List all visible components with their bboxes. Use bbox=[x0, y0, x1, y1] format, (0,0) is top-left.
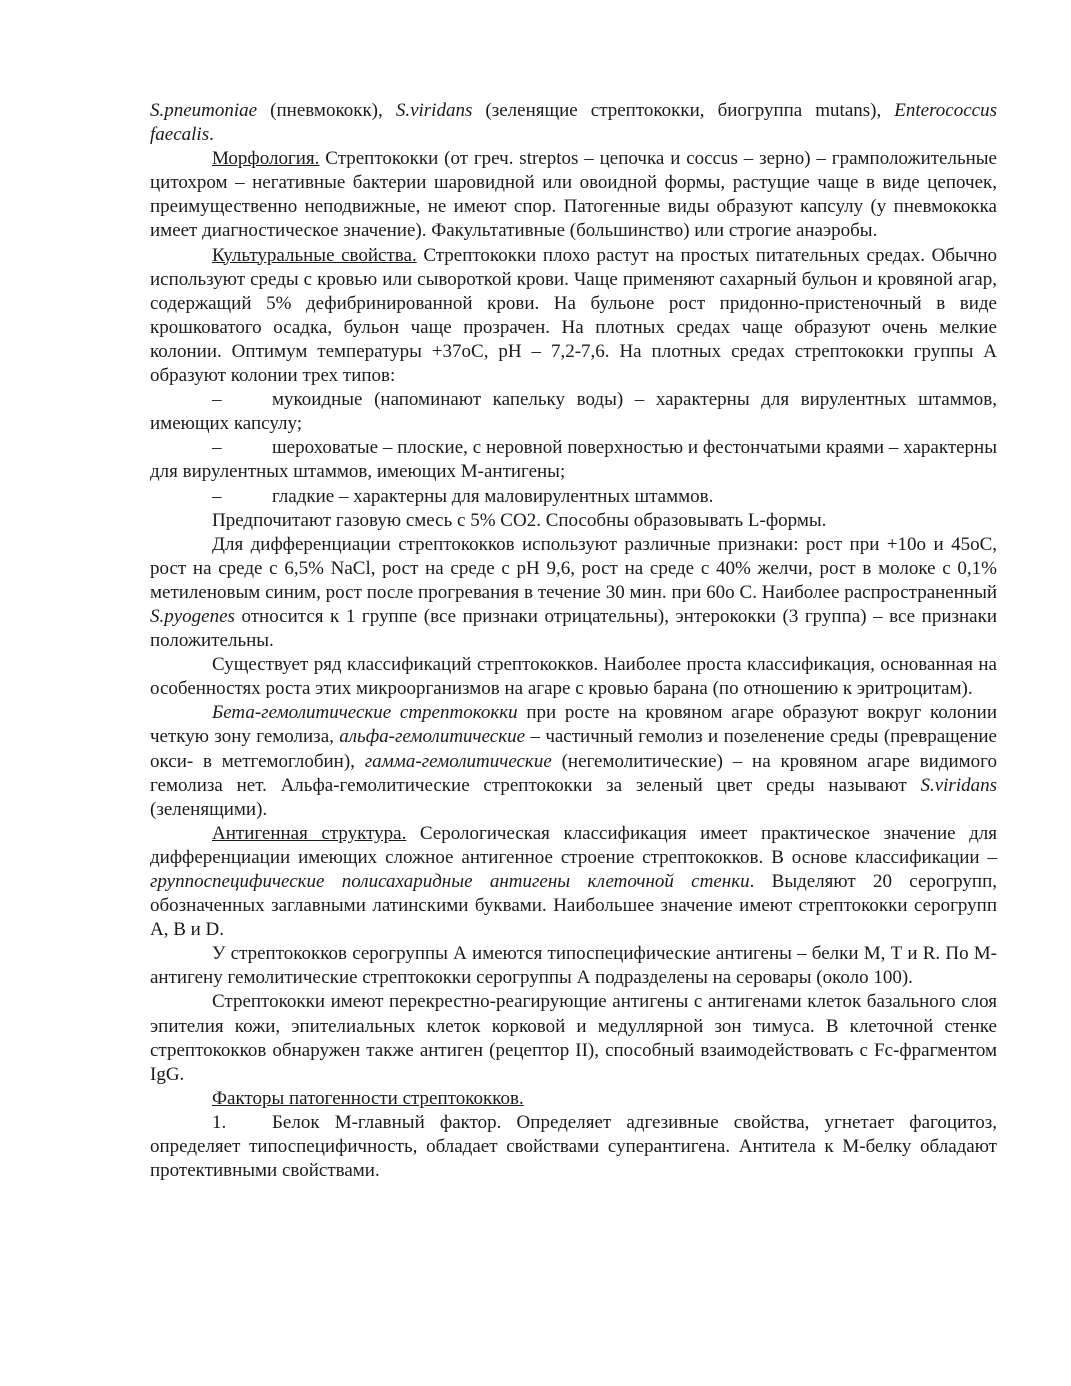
list-item-pathogenicity-factor bbox=[150, 1111, 997, 1183]
paragraph-pathogenicity-heading bbox=[150, 1087, 997, 1111]
text-run: Стрептококки (от греч. streptos – цепочка и coccus – зерно) – грамположительные цитохром – негативные бактерии шаровидной или овоидной формы, растущие чаще в виде цепочек, преимущественно неподвижные, не имеют спор. Патогенные виды образуют капсулу (у пневмококка имеет диагностическое значение). Факультативные (большинство) или строгие анаэробы. bbox=[150, 148, 997, 242]
list-marker: – bbox=[212, 485, 222, 507]
paragraph-antigenic-structure bbox=[150, 822, 997, 942]
list-item-colony-type bbox=[150, 388, 997, 436]
text-run: Серологическая классификация имеет практическое значение для дифференциации имеющих сложное антигенное строение стрептококков. В основе классификации – bbox=[150, 822, 997, 868]
section-heading-antigenic: Антигенная структура. bbox=[212, 822, 407, 844]
species-name: S.viridans bbox=[395, 100, 473, 121]
list-item-text: Белок М-главный фактор. Определяет адгезивные свойства, угнетает фагоцитоз, определяет типоспецифичность, обладает свойствами суперантигена. Антитела к М-белку обладают протективными свойствами. bbox=[150, 1111, 997, 1182]
section-heading-cultural: Культуральные свойства. bbox=[212, 244, 417, 266]
term: группоспецифические полисахаридные антигены клеточной стенки bbox=[150, 871, 750, 892]
text-run: . bbox=[209, 124, 214, 146]
paragraph-hemolysis bbox=[150, 701, 997, 821]
paragraph-gas-mixture: Предпочитают газовую смесь с 5% СО2. Способны образовывать L-формы. bbox=[212, 509, 827, 531]
term: Бета-гемолитические стрептококки bbox=[212, 702, 518, 724]
paragraph-morphology bbox=[150, 147, 997, 243]
text-run: . Выделяют 20 серогрупп, обозначенных заглавными латинскими буквами. Наибольшее значение имеют стрептококки серогрупп А, В и D. bbox=[150, 871, 998, 941]
paragraph-differentiation bbox=[150, 533, 997, 653]
paragraph-classification: Существует ряд классификаций стрептококков. Наиболее проста классификация, основанная на особенностях роста этих микроорганизмов на агаре с кровью барана (по отношению к эритроцитам). bbox=[150, 654, 997, 700]
paragraph-serogroup-a: У стрептококков серогруппы А имеются типоспецифические антигены – белки М, Т и R. По М-антигену гемолитические стрептококки серогруппы А подразделены на серовары (около 100). bbox=[150, 943, 997, 989]
species-name: S.pyogenes bbox=[150, 605, 235, 627]
text-run: относится к 1 группе (все признаки отрицательны), энтерококки (3 группа) – все признаки положительны. bbox=[150, 605, 997, 652]
list-item-colony-type bbox=[150, 436, 997, 484]
term: альфа-гемолитические bbox=[339, 726, 526, 748]
paragraph-species bbox=[150, 99, 997, 147]
species-name: Enterococcus faecalis bbox=[150, 100, 997, 146]
paragraph-cross-reactive: Стрептококки имеют перекрестно-реагирующие антигены с антигенами клеток базального слоя эпителия кожи, эпителиальных клеток корковой и медуллярной зон тимуса. В клеточной стенке стрептококков обнаружен также антиген (рецептор II), способный взаимодействовать с Fc-фрагментом IgG. bbox=[150, 991, 997, 1085]
text-run: (зеленящими). bbox=[150, 798, 268, 820]
text-run: Стрептококки плохо растут на простых питательных средах. Обычно используют среды с кровью или сывороткой крови. Чаще применяют сахарный бульон и кровяной агар, содержащий 5% дефибринированной крови. На бульоне рост придонно-пристеночный в виде крошковатого осадка, бульон чаще прозрачен. На плотных средах чаще образуют очень мелкие колонии. Оптимум температуры +37оС, рН – 7,2-7,6. На плотных средах стрептококки группы А образуют колонии трех типов: bbox=[150, 244, 997, 387]
list-marker: 1. bbox=[212, 1111, 227, 1133]
list-item-text: мукоидные (напоминают капельку воды) – характерны для вирулентных штаммов, имеющих капсулу; bbox=[150, 389, 997, 435]
list-marker: – bbox=[212, 437, 222, 459]
text-run: (зеленящие стрептококки, биогруппа mutans), bbox=[472, 100, 895, 121]
text-run: (негемолитические) – на кровяном агаре видимого гемолиза нет. Альфа-гемолитические стрептококки за зеленый цвет среды называют bbox=[150, 750, 997, 796]
text-run: Для дифференциации стрептококков используют различные признаки: рост при +10о и 45оС, рост на среде с 6,5% NaCl, рост на среде с рН 9,6, рост на среде с 40% желчи, рост в молоке с 0,1% метиленовым синим, рост после прогревания в течение 30 мин. при 60о С. Наиболее распространенный bbox=[150, 533, 997, 603]
list-item-text: шероховатые – плоские, с неровной поверхностью и фестончатыми краями – характерны для вирулентных штаммов, имеющих М-антигены; bbox=[150, 437, 997, 483]
text-run: при росте на кровяном агаре образуют вокруг колонии четкую зону гемолиза, bbox=[150, 702, 998, 748]
paragraph-cultural-properties bbox=[150, 244, 997, 389]
list-item-colony-type bbox=[150, 485, 997, 509]
list-item-text: гладкие – характерны для маловирулентных штаммов. bbox=[272, 485, 714, 507]
text-run: (пневмококк), bbox=[257, 100, 396, 121]
species-name: S.pneumoniae bbox=[150, 100, 258, 121]
document-page bbox=[150, 99, 997, 1183]
species-name: S.viridans bbox=[920, 774, 997, 796]
list-marker: – bbox=[212, 389, 222, 411]
section-heading-morphology: Морфология. bbox=[212, 148, 320, 170]
section-heading-pathogenicity: Факторы патогенности стрептококков. bbox=[212, 1087, 524, 1109]
text-run: – частичный гемолиз и позеленение среды (превращение окси- в метгемоглобин), bbox=[150, 726, 997, 772]
term: гамма-гемолитические bbox=[364, 750, 552, 772]
